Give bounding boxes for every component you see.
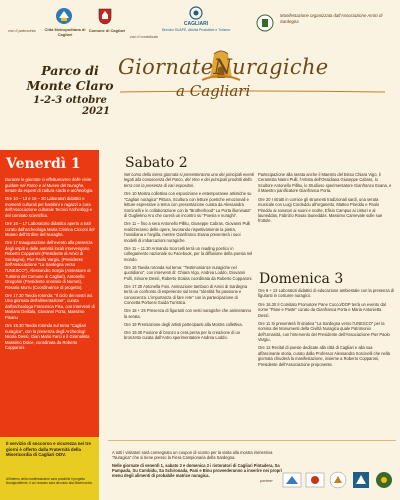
venerdi-heading: Venerdì 1: [6, 156, 81, 172]
event-dates: 1-2-3 ottobre: [33, 95, 107, 106]
domenica-paragraph: Ore 16.30 Il Comitato Promotore Pane Cocco/DOP terrà un evento dal nome "Pane e Paste" curato da Gianfranca Porta e Maria Antonietta Dessì.: [258, 301, 386, 318]
bottom-divider: [108, 440, 396, 441]
venerdi-panel: [0, 150, 99, 437]
venerdi-paragraph: Ore 10 – 13 e 16 – 20 Laboratori didattici e momenti culturali per bambini e ragazzi a cura dell'Associazione culturale Tecnici Archeologi e del comitato scientifico.: [5, 196, 93, 218]
venerdi-paragraph: Ore 18.30 Tavola rotonda sul tema "Cagliari nuragica", con la presenza degli Archeologi: Nicola Dessì, Gian Mario Farci e il Giornalista Massimo Dolce, coordinata da Roberto Copparoni.: [5, 323, 90, 351]
venerdi-paragraph: Ore 16 – 17 Laboratorio didattico aperto a tutti curato dall'archeologa Maria Cristina Cicconi del Museo dell'Ordine del Nuraghe.: [5, 221, 95, 238]
sabato-paragraph: Nel corso della intera giornata si presenteranno uno dei principali eventi legati alla conoscenza del Parco, del Vino e dei principali prodotti della terra con la presenza di vari espositori.: [124, 172, 254, 188]
coupon-text: A tutti i visitatori sarà consegnato un coupon di sconto per la visita alla mostra immersiva "Nuragica" che si tiene presso la Fiera Campionaria della Sardegna.: [112, 450, 273, 461]
partner-logo-2: [305, 470, 325, 490]
bottom-info: [112, 450, 282, 479]
sabato-continued: [258, 172, 394, 227]
parco-line1: Parco di: [41, 63, 99, 78]
partner-logo-1: [282, 470, 302, 490]
partner-logo-4: [351, 470, 371, 490]
sabato-paragraph: Ore 17.30 Antonella Fois. Animazione tamburo di Amici di Sardegna terrà un confronto di esperienze sul tema "Identità fra passione e conoscenza. L'importanza di fare rete" con la partecipazione di Concetta Portoesi Guida Turistica.: [124, 283, 248, 306]
cagliari-suape-logo: [183, 6, 209, 20]
contributo-label: con il contributo: [130, 34, 159, 39]
misericordia-box: [0, 437, 99, 500]
domenica-program: [258, 288, 394, 370]
misericordia-note: All'interno della manifestazione sarà possibile il progetto NuragicaMente, il cui ricavato sarà devoluto alla Misericordia.: [6, 477, 93, 485]
partner-logo-5: [374, 470, 394, 490]
patrocinio-label: con il patrocinio: [8, 28, 36, 33]
event-year: 2021: [82, 106, 110, 117]
cagliari-logo-title: CAGLIARI: [183, 21, 209, 27]
ristoratori-text: Nelle giornate di venerdì 1, sabato 2 e domenica 3 i ristoratori di Cagliari Pintadera, Sa Pampada, Su Cumbidu, Sa Schironada, Pani e Binu provvederanno a inserire nei propri menu degli alimenti di probabile matrice nuragica.: [112, 462, 282, 479]
sabato-paragraph: Ore 11 – 11.30 Armando Scorcelli terrà un reading poetico in collegamento nazionale su Facebook, per la diffusione della poesia nel mondo.: [124, 245, 253, 262]
sabato-paragraph: Ore 11 – fino a sera Antonello Pillitu, Giuseppe Cabras, Giovanni Pulli realizzeranno delle opere, lavorando rispettivamente la pietra, l'ossidiana e l'argilla, mentre Gianfranco Exana presenterà i suoi modelli di imbarcazioni nuragiche.: [124, 221, 251, 243]
sabato-heading: Sabato 2: [125, 155, 188, 171]
comune-cagliari-crest: [97, 7, 113, 25]
domenica-paragraph: Ore 9 + 13 Laboratori didattici di educazione ambientale con la presenza di figuranti in costume nuragico.: [258, 288, 394, 299]
event-subtitle: a Cagliari: [176, 82, 251, 100]
cagliari-logo-subtitle: Servizio SUAPE, Attività Produttive e Turismo: [161, 28, 231, 32]
sabato-paragraph: Partecipazione alla serata anche il Maestro del Bisso Chiara Vigo, il Ceramista Nanni Pulli, l'Artista dell'Ossidiana Giuseppe Cabras, lo Scultore Antonello Pillitu, lo Studioso sperimentatore Gianfranco Exana, e il Maestro panificatore Gianfranca Porta.: [258, 172, 392, 194]
venerdi-paragraph: Durante le giornate si effettueranno delle visite guidate nel Parco e al Museo del Nuraghe, tenute da esperti di cultura sarda e archeologia.: [5, 177, 94, 194]
sabato-paragraph: Ore 16 Tavola rotonda sul tema: "Testimonianze nuragiche nel quotidiano", con interventi di: Chiara Vigo, Andrea Loddo, Giovanni Pulli, Simone Dessì, Roberto Scalas coordinata da Roberto Copparoni.: [124, 264, 253, 281]
sabato-paragraph: Ore 19 Premiazione degli artisti partecipanti alla Mostra collettiva.: [124, 321, 243, 327]
event-venue-block: [20, 63, 120, 117]
sabato-paragraph: Ore 19.30 Fusione di bronzo a cera persa per la creazione di un bronzetto curata dall'Antro sperimentatore Andrea Loddo.: [124, 329, 241, 341]
parco-line2: Monte Claro: [26, 78, 114, 93]
event-title: GiornateNuragiche: [118, 55, 329, 79]
sabato-paragraph: Ore 10 Mostra collettiva con esposizione e estemporanee artistiche su "Cagliari nuragica" Pittura, Scultura con letture poetiche emozionali e letture espressive a tema con presentazione curata da Alessandra Sorcinelli e in collaborazione con la "Brotherhood" La Porta illuminata" di Guglielmo Aru che curerà un incontro su "Poesia e nuraghi".: [124, 191, 252, 218]
venerdi-paragraph: Ore 17 Inaugurazione dell'evento alla presenza degli ospiti e delle autorità locali intervengono Roberto Copparoni (Presidente di Amici di Sardegna), Pier Paolo Vargiu, (Presidente dell'Associazione "La Sardegna verso l'UNESCO"), Alessandro Sorgia (Assessore al Turismo del Comune di Cagliari), Antonello Gregorini (Presidente onorario di Nurnet), Rosaria Murru (Coordinatrice di progetto).: [5, 240, 93, 290]
misericordia-text: Il servizio di soccorso e sicurezza nei tre giorni è offerto dalla Fraternità della Misericordia di Cagliari ODV.: [6, 441, 91, 458]
partner-logo-3: [328, 470, 348, 490]
partner-label: partner: [260, 478, 273, 483]
citta-metropolitana-label: Città Metropolitana di Cagliari: [44, 27, 86, 37]
amici-sardegna-logo: [256, 14, 274, 32]
manifestazione-label: Manifestazione organizzata dall'Associazione Amici di Sardegna: [280, 13, 383, 24]
domenica-paragraph: Ore 11 Si presenterà l'iniziativa "La Sardegna verso l'UNESCO" per la nomina dei Monumenti della Civiltà Nuragica quale Patrimonio dell'Umanità, con l'intervento del Presidente dell'Associazione Pier Paolo Vargiu.: [258, 320, 390, 343]
venerdi-program: [5, 177, 96, 353]
sabato-paragraph: Ore 18 + 25 Presenza di figuranti con vesti nuragiche che animeranno la serata.: [124, 308, 252, 319]
sabato-paragraph: Ore 20 I ritratti in cornice gli strumenti tradizionali sardi, una serata musicale con Luigi Cordeddu all'organetto, Matteo Pireddu e Paolo Pireddu ai sonatori ai suoni e scolte, Efisio Campus ai cinturi e al launeddas, Fabrizio Rosas launeddas. Massimo Carnevale sulle sue frottole.: [258, 196, 383, 224]
citta-metropolitana-logo: [55, 7, 73, 25]
comune-cagliari-label: Comune di Cagliari: [88, 28, 126, 33]
title-underline: [120, 81, 385, 83]
venerdi-paragraph: Ore 17.30 Tavola rotonda: "Il ciclo dei nostri avi. Una giornata dell'alimentazione", curata dall'archeologa Francesca Pisu, con interventi di Mariano Delitala, Giovanni Porta, Massimo Pisanu: [5, 292, 95, 320]
sabato-program: [124, 172, 254, 343]
domenica-paragraph: Ore 12 Recital di poesie dedicate alla città di Cagliari e alla sua affascinante storia, curato dalla Professor Alessandra Sorcinelli che nella giornata chiuderà la manifestazione, insieme a Roberto Copparoni, Presidente dell'Associazione proponente.: [258, 345, 390, 367]
domenica-heading: Domenica 3: [259, 271, 344, 287]
